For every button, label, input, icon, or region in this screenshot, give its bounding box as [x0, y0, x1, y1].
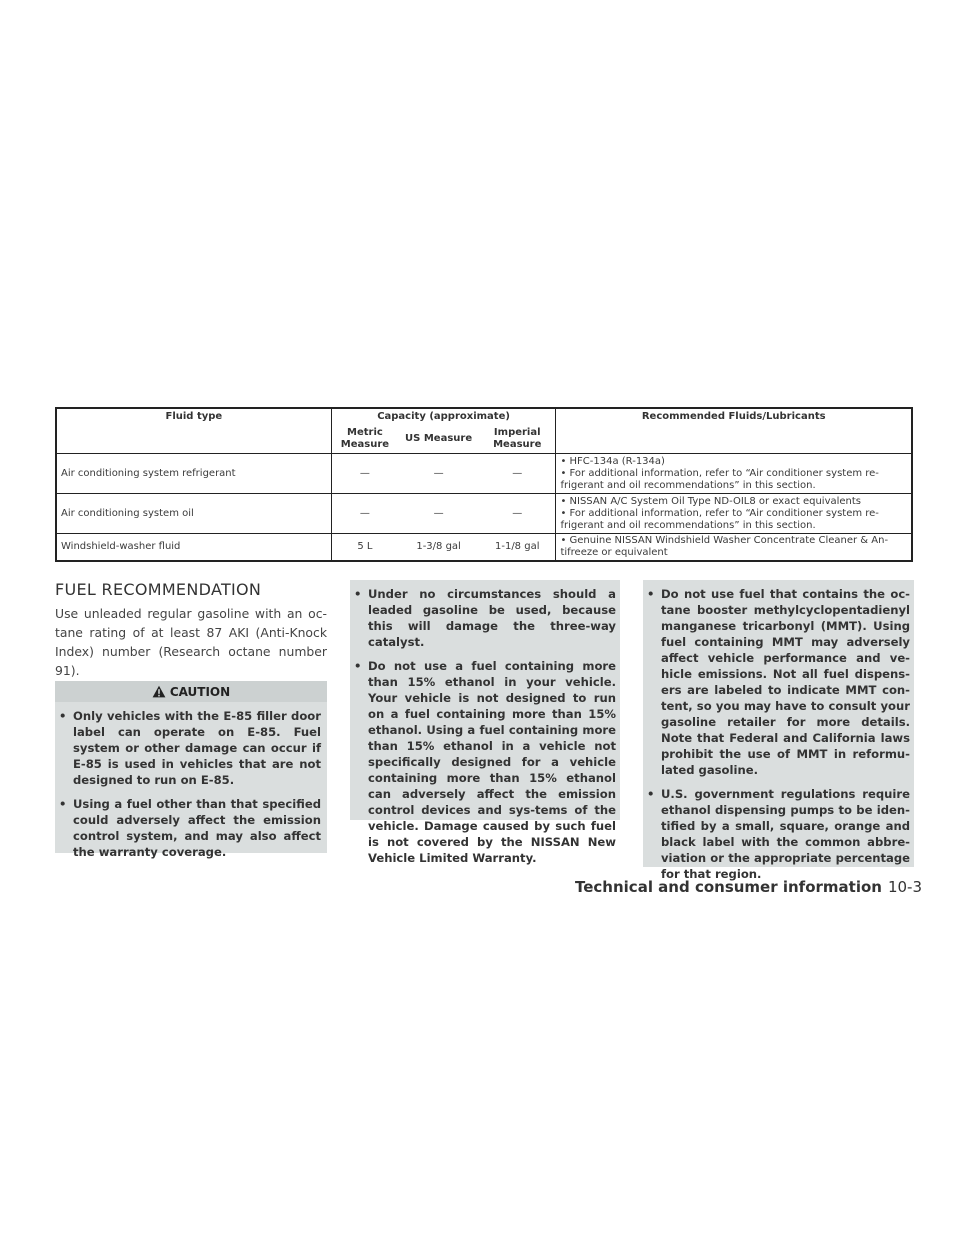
recommended-line: • HFC-134a (R-134a) [560, 455, 665, 467]
us-cell: 1-3/8 gal [398, 534, 479, 562]
imperial-cell: 1-1/8 gal [479, 534, 556, 562]
recommended-cell [556, 454, 912, 494]
header-recommended: Recommended Fluids/Lubricants [556, 408, 912, 425]
page-footer [575, 878, 922, 896]
caution-label: CAUTION [169, 684, 231, 699]
us-cell: — [398, 494, 479, 534]
header-imperial: Imperial Measure [479, 425, 556, 454]
recommended-cell [556, 534, 912, 562]
fluid-cell: Air conditioning system oil [56, 494, 331, 534]
header-fluid-type-spacer [56, 425, 331, 454]
metric-cell: — [331, 494, 398, 534]
header-recommended-spacer [556, 425, 912, 454]
warning-triangle-icon [152, 685, 166, 698]
list-item: • U.S. government regulations require ethanol dispensing pumps to be iden-tified by a small, square, orange and black label with the common abbre-viation or the appropriate percentage for that region. [643, 786, 910, 882]
caution-list [55, 708, 321, 868]
table-row [56, 494, 912, 534]
caution-header [55, 681, 327, 702]
recommended-cell [556, 494, 912, 534]
column-2-list [350, 586, 616, 874]
us-cell: — [398, 454, 479, 494]
table-row [56, 454, 912, 494]
list-item: • Do not use a fuel containing more than 15% ethanol in your vehicle. Your vehicle is not designed to run on a fuel containing more than 15% ethanol. Using a fuel containing more than 15% ethanol in a vehicle not specifically designed for a vehicle containing more than 15% ethanol can adversely affect the emission control devices and sys-tems of the vehicle. Damage caused by such fuel is not covered by the NISSAN New Vehicle Limited Warranty. [350, 658, 616, 866]
fluid-cell: Windshield-washer fluid [56, 534, 331, 562]
caution-item: • Using a fuel other than that specified could adversely affect the emission control system, and may also affect the warranty coverage. [55, 796, 321, 860]
fluid-capacity-table [55, 407, 913, 562]
imperial-cell: — [479, 494, 556, 534]
table-row [56, 534, 912, 562]
list-item: • Under no circumstances should a leaded gasoline be used, because this will damage the three-way catalyst. [350, 586, 616, 650]
list-item: • Do not use fuel that contains the oc-tane booster methylcyclopentadienyl manganese tricarbonyl (MMT). Using fuel containing MMT may adversely affect vehicle performance and ve-hicle emissions. Not all fuel dispens-ers are labeled to indicate MMT con-tent, so you may have to consult your gasoline retailer for more details. Note that Federal and California laws prohibit the use of MMT in reformu-lated gasoline. [643, 586, 910, 778]
recommended-line: • NISSAN A/C System Oil Type ND-OIL8 or exact equivalents [560, 495, 862, 507]
footer-section-title: Technical and consumer information [575, 878, 882, 896]
header-capacity: Capacity (approximate) [331, 408, 556, 425]
caution-item: • Only vehicles with the E-85 filler door label can operate on E-85. Fuel system or other damage can occur if E-85 is used in vehicles that are not designed to run on E-85. [55, 708, 321, 788]
header-us: US Measure [398, 425, 479, 454]
header-fluid-type: Fluid type [56, 408, 331, 425]
metric-cell: — [331, 454, 398, 494]
section-title: FUEL RECOMMENDATION [55, 580, 262, 599]
column-3-list [643, 586, 910, 890]
recommended-line: • For additional information, refer to “Air conditioner system re-frigerant and oil recommendations” in this section. [560, 507, 879, 531]
recommended-line: • Genuine NISSAN Windshield Washer Concentrate Cleaner & An-tifreeze or equivalent [560, 535, 889, 558]
header-metric: Metric Measure [331, 425, 398, 454]
recommended-line: • For additional information, refer to “Air conditioner system re-frigerant and oil recommendations” in this section. [560, 467, 879, 491]
page-number: 10-3 [887, 878, 922, 896]
intro-paragraph: Use unleaded regular gasoline with an oc-tane rating of at least 87 AKI (Anti-Knock Index) number (Research octane number 91). [55, 606, 327, 678]
metric-cell: 5 L [331, 534, 398, 562]
fluid-cell: Air conditioning system refrigerant [56, 454, 331, 494]
imperial-cell: — [479, 454, 556, 494]
